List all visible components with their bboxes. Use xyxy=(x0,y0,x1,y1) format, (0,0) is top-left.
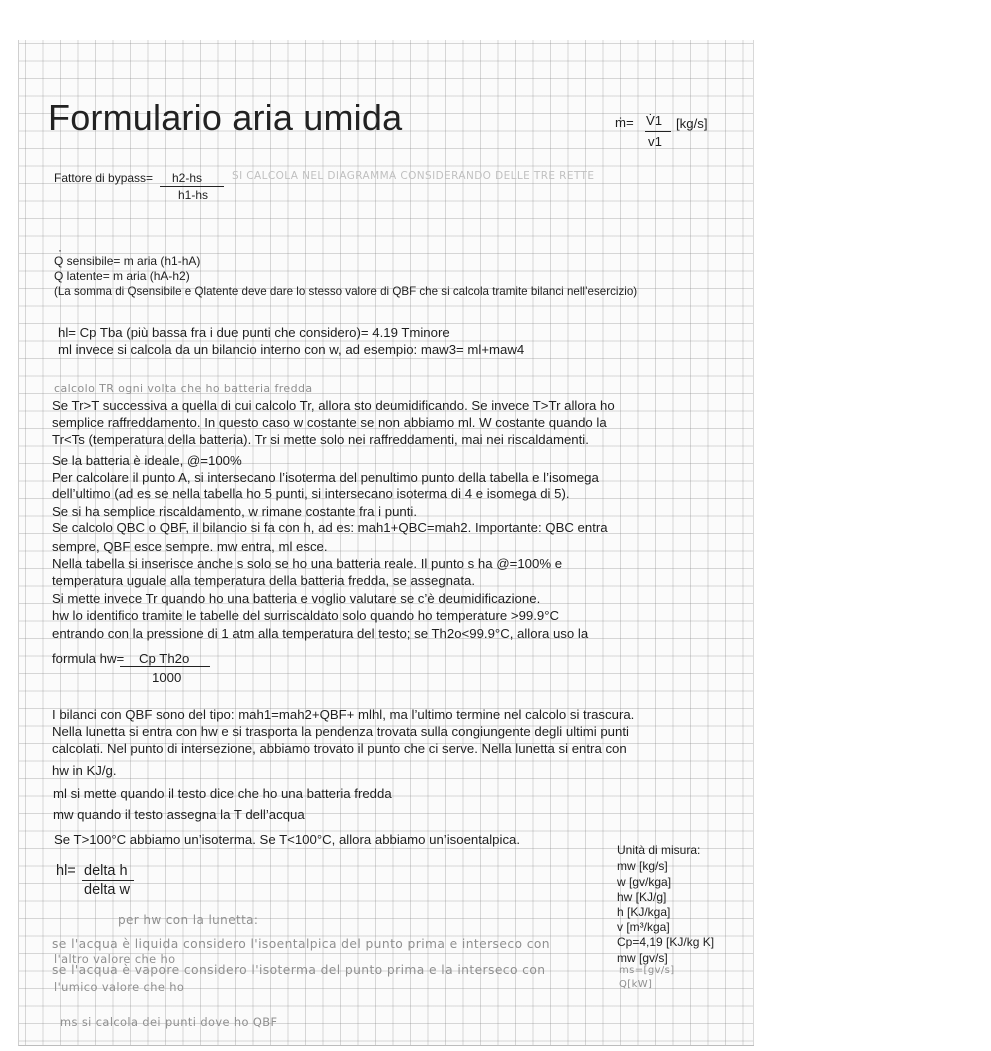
handwritten-line: per hw con la lunetta: xyxy=(118,913,259,927)
handwritten-line: se l'acqua è vapore considero l'isoterma del punto prima e la interseco con xyxy=(52,963,546,977)
unit-item: hw [KJ/g] xyxy=(617,890,667,904)
handwritten-line: ms si calcola dei punti dove ho QBF xyxy=(60,1015,278,1029)
main-line: Se Tr>T successiva a quella di cui calcolo Tr, allora sto deumidificando. Se invece T>Tr allora ho xyxy=(52,398,615,413)
page-edge xyxy=(753,40,754,1045)
main-line: Per calcolare il punto A, si intersecano l’isoterma del penultimo punto della tabella e l’isomega xyxy=(52,470,599,485)
hl-delta-label: hl= xyxy=(56,863,76,879)
hw-fraction-bar xyxy=(120,666,210,667)
q-dot-1: · xyxy=(58,243,62,257)
mass-flow-numerator: V̇1 xyxy=(646,113,663,128)
unit-item: v [m³/kga] xyxy=(617,920,670,934)
main-line: temperatura uguale alla temperatura della batteria fredda, se assegnata. xyxy=(52,573,475,588)
bilanci-line: calcolati. Nel punto di intersezione, abbiamo trovato il punto che ci serve. Nella lunetta si entra con xyxy=(52,741,627,756)
q-sum-note: (La somma di Qsensibile e Qlatente deve dare lo stesso valore di QBF che si calcola tramite bilanci nell’esercizio) xyxy=(54,285,638,298)
unit-item: Cp=4,19 [KJ/kg K] xyxy=(617,935,715,949)
handwritten-line: l'umico valore che ho xyxy=(54,980,185,994)
bilanci-line: I bilanci con QBF sono del tipo: mah1=mah2+QBF+ mlhl, ma l’ultimo termine nel calcolo si trascura. xyxy=(52,707,635,722)
main-line: Se la batteria è ideale, @=100% xyxy=(52,453,242,468)
unit-item: w [gv/kga] xyxy=(617,875,672,889)
hw-formula-numerator: Cp Th2o xyxy=(139,651,190,666)
q-sensibile-line: Q sensibile= m aria (h1-hA) xyxy=(54,254,201,268)
main-line: hw lo identifico tramite le tabelle del surriscaldato solo quando ho temperature >99.9°C xyxy=(52,608,560,623)
unit-item: mw [kg/s] xyxy=(617,859,668,873)
main-line: Se calcolo QBC o QBF, il bilancio si fa con h, ad es: mah1+QBC=mah2. Importante: QBC entra xyxy=(52,520,608,535)
bypass-fraction-bar xyxy=(160,186,224,187)
mass-flow-unit: [kg/s] xyxy=(676,116,708,131)
main-line: Si mette invece Tr quando ho una batteria e voglio valutare se c’è deumidificazione. xyxy=(52,591,541,606)
main-line: Tr<Ts (temperatura della batteria). Tr si mette solo nei raffreddamenti, mai nei riscaldamenti. xyxy=(52,432,589,447)
main-line: semplice raffreddamento. In questo caso w costante se non abbiamo ml. W costante quando la xyxy=(52,415,607,430)
bypass-numerator: h2-hs xyxy=(172,171,203,185)
bypass-label: Fattore di bypass= xyxy=(54,171,154,185)
handwritten-line: se l'acqua è liquida considero l'isoentalpica del punto prima e interseco con xyxy=(52,937,550,951)
ml-batteria-line: ml si mette quando il testo dice che ho una batteria fredda xyxy=(53,786,392,801)
tr-handwritten-note: calcolo TR ogni volta che ho batteria fredda xyxy=(54,382,313,395)
page-title: Formulario aria umida xyxy=(48,97,403,138)
isoterma-line: Se T>100°C abbiamo un’isoterma. Se T<100°C, allora abbiamo un’isoentalpica. xyxy=(54,832,521,847)
mass-flow-lhs: ṁ= xyxy=(615,115,634,130)
q-latente-line: Q latente= m aria (hA-h2) xyxy=(54,269,190,283)
unit-item: h [KJ/kga] xyxy=(617,905,671,919)
mass-flow-fraction-bar xyxy=(645,131,671,132)
main-line: entrando con la pressione di 1 atm alla temperatura del testo; se Th2o<99.9°C, allora uso la xyxy=(52,626,589,641)
bilanci-line: Nella lunetta si entra con hw e si trasporta la pendenza trovata sulla congiungente degli ultimi punti xyxy=(52,724,629,739)
hl-delta-numerator: delta h xyxy=(84,863,128,879)
main-line: dell’ultimo (ad es se nella tabella ho 5 punti, si intersecano isoterma di 4 e isomega di 5). xyxy=(52,486,570,501)
main-line: Nella tabella si inserisce anche s solo se ho una batteria reale. Il punto s ha @=100% e xyxy=(52,556,563,571)
units-title: Unità di misura: xyxy=(617,843,701,857)
handwritten-line: l'altro valore che ho xyxy=(54,952,176,966)
bypass-handwritten-note: SI CALCOLA NEL DIAGRAMMA CONSIDERANDO DELLE TRE RETTE xyxy=(232,170,595,182)
hl-delta-denominator: delta w xyxy=(84,882,130,898)
hw-formula-label: formula hw= xyxy=(52,651,125,666)
hl-delta-fraction-bar xyxy=(82,880,134,881)
mw-acqua-line: mw quando il testo assegna la T dell’acqua xyxy=(53,807,305,822)
ml-line: ml invece si calcola da un bilancio interno con w, ad esempio: maw3= ml+maw4 xyxy=(58,342,525,357)
main-line: sempre, QBF esce sempre. mw entra, ml esce. xyxy=(52,539,328,554)
bypass-denominator: h1-hs xyxy=(178,188,209,202)
unit-handwritten: Q[kW] xyxy=(619,979,653,990)
main-line: Se si ha semplice riscaldamento, w rimane costante fra i punti. xyxy=(52,504,418,519)
hl-line: hl= Cp Tba (più bassa fra i due punti che considero)= 4.19 Tminore xyxy=(58,325,450,340)
hw-formula-denominator: 1000 xyxy=(152,670,182,685)
mass-flow-denominator: v1 xyxy=(648,134,662,149)
unit-item: mw [gv/s] xyxy=(617,951,668,965)
bilanci-line: hw in KJ/g. xyxy=(52,763,117,778)
unit-handwritten: ms=[gv/s] xyxy=(619,965,675,976)
